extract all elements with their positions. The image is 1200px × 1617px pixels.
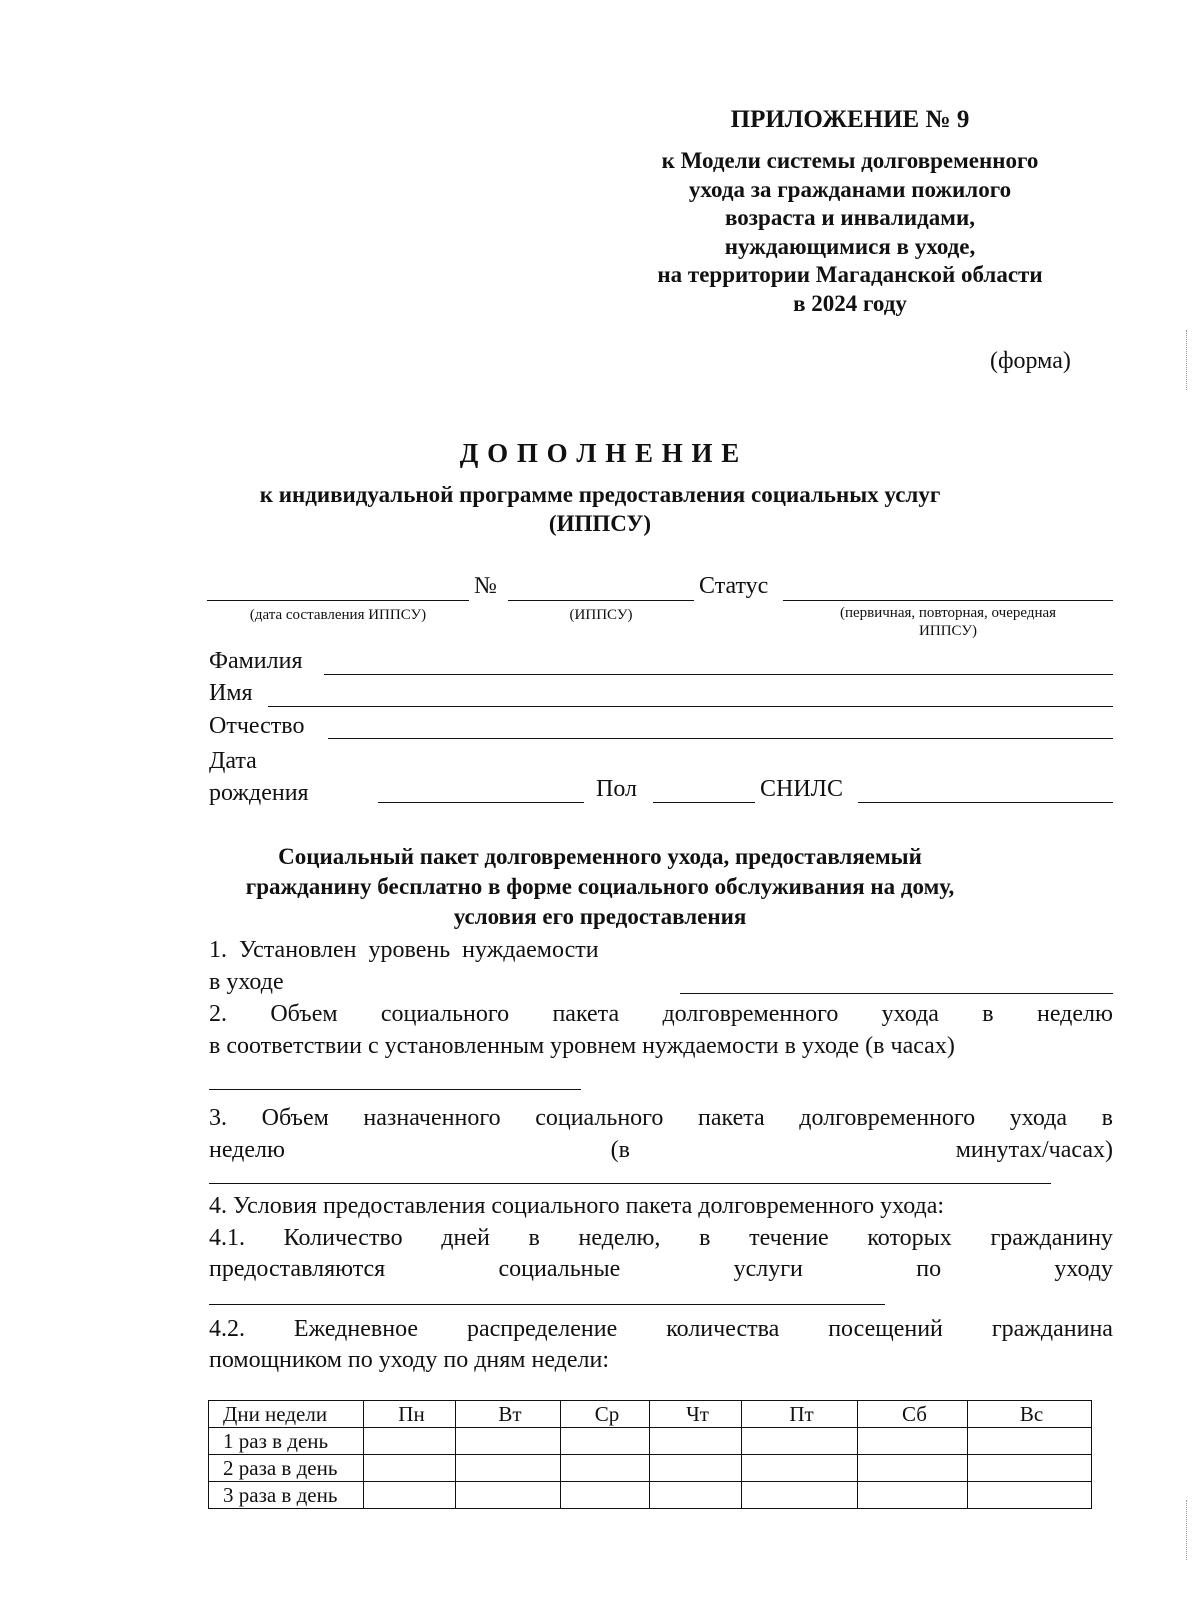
status-caption-line: ИППСУ): [919, 623, 977, 639]
table-row: [209, 1482, 1092, 1509]
visits-table: [208, 1400, 1092, 1509]
need-level-field[interactable]: [680, 993, 1113, 994]
table-cell[interactable]: [561, 1428, 650, 1455]
word: минутах/часах): [955, 1137, 1113, 1163]
word: долговременного: [799, 1105, 976, 1131]
word: социального: [380, 1001, 510, 1027]
word: ухода: [1009, 1105, 1068, 1131]
word: Объем: [261, 1105, 329, 1131]
section-title-line: гражданину бесплатно в форме социального обслуживания на дому,: [245, 874, 955, 899]
table-header-cell: Пт: [742, 1401, 858, 1428]
row-label: 3 раза в день: [209, 1482, 364, 1509]
days-per-week-field[interactable]: [209, 1304, 885, 1305]
table-cell[interactable]: [364, 1482, 456, 1509]
section-title: [0, 842, 1200, 932]
table-cell[interactable]: [858, 1455, 968, 1482]
word: гражданину: [990, 1225, 1113, 1251]
doc-subheading: к индивидуальной программе предоставления социальных услуг: [259, 482, 941, 507]
surname-label: Фамилия: [209, 648, 303, 674]
table-header-cell: Чт: [650, 1401, 742, 1428]
word: услуги: [733, 1256, 803, 1282]
item-1-text-cont: в уходе: [209, 969, 284, 995]
snils-label: СНИЛС: [760, 776, 843, 802]
word: по: [916, 1256, 942, 1282]
appendix-title: ПРИЛОЖЕНИЕ № 9: [730, 106, 970, 133]
sex-field[interactable]: [653, 802, 755, 803]
table-header-row: [209, 1401, 1092, 1428]
status-field[interactable]: [783, 600, 1113, 601]
word: посещений: [828, 1316, 943, 1342]
word: гражданина: [991, 1316, 1113, 1342]
word: 2.: [209, 1001, 227, 1027]
birth-label-line: рождения: [209, 780, 309, 806]
word: распределение: [466, 1316, 618, 1342]
table-header-cell: Сб: [858, 1401, 968, 1428]
table-cell[interactable]: [650, 1428, 742, 1455]
word: неделю,: [578, 1225, 661, 1251]
word: в: [1101, 1105, 1113, 1131]
word: дней: [441, 1225, 490, 1251]
word: в: [699, 1225, 711, 1251]
word: социальные: [498, 1256, 621, 1282]
word: предоставляются: [209, 1256, 386, 1282]
table-header-cell: Ср: [561, 1401, 650, 1428]
row-label: 2 раза в день: [209, 1455, 364, 1482]
item-2-line-2: в соответствии с установленным уровнем нуждаемости в уходе (в часах): [209, 1033, 955, 1059]
word: неделю: [209, 1137, 285, 1163]
appendix-line: нуждающимися в уходе,: [724, 233, 976, 259]
table-cell[interactable]: [364, 1455, 456, 1482]
row-label: 1 раз в день: [209, 1428, 364, 1455]
patronymic-label: Отчество: [209, 713, 305, 739]
table-cell[interactable]: [968, 1428, 1092, 1455]
table-cell[interactable]: [561, 1482, 650, 1509]
appendix-line: на территории Магаданской области: [657, 262, 1043, 287]
number-label: №: [474, 573, 497, 599]
birth-date-field[interactable]: [378, 802, 584, 803]
word: назначенного: [363, 1105, 501, 1131]
word: 4.2.: [209, 1316, 245, 1342]
date-field[interactable]: [207, 600, 469, 601]
assigned-volume-field[interactable]: [209, 1183, 1051, 1184]
word: (в: [610, 1137, 630, 1163]
word: пакета: [698, 1105, 765, 1131]
section-title-line: Социальный пакет долговременного ухода, предоставляемый: [278, 844, 922, 869]
item-2-line-1: [209, 1001, 1113, 1028]
status-caption: [783, 604, 1113, 640]
surname-field[interactable]: [324, 674, 1113, 675]
section-title-line: условия его предоставления: [453, 904, 747, 929]
scan-artifact: [1186, 1500, 1187, 1560]
date-caption: (дата составления ИППСУ): [249, 607, 427, 623]
word: социального: [535, 1105, 664, 1131]
name-field[interactable]: [268, 706, 1113, 707]
word: Количество: [283, 1225, 403, 1251]
table-cell[interactable]: [364, 1428, 456, 1455]
appendix-line: в 2024 году: [793, 290, 907, 316]
scan-artifact: [1186, 330, 1187, 390]
table-cell[interactable]: [742, 1482, 858, 1509]
patronymic-field[interactable]: [328, 738, 1113, 739]
word: неделю: [1036, 1001, 1113, 1027]
table-row: [209, 1455, 1092, 1482]
item-41-line-2: [209, 1256, 1113, 1283]
table-cell[interactable]: [968, 1482, 1092, 1509]
table-cell[interactable]: [650, 1455, 742, 1482]
word: ухода: [881, 1001, 939, 1027]
word: в: [528, 1225, 540, 1251]
word: пакета: [552, 1001, 620, 1027]
status-caption-line: (первичная, повторная, очередная: [839, 605, 1057, 621]
item-41-line-1: [209, 1225, 1113, 1252]
item-3-line-1: [209, 1105, 1113, 1132]
number-caption: (ИППСУ): [569, 607, 633, 623]
word: 3.: [209, 1105, 227, 1131]
table-cell[interactable]: [858, 1482, 968, 1509]
item-42-line-1: [209, 1316, 1113, 1343]
word: Ежедневное: [293, 1316, 419, 1342]
table-cell[interactable]: [456, 1455, 561, 1482]
table-cell[interactable]: [858, 1428, 968, 1455]
table-cell[interactable]: [561, 1455, 650, 1482]
birth-label: [209, 745, 309, 809]
table-cell[interactable]: [650, 1482, 742, 1509]
table-row: [209, 1428, 1092, 1455]
doc-heading: Д О П О Л Н Е Н И Е: [459, 438, 741, 468]
appendix-line: возраста и инвалидами,: [725, 205, 975, 230]
table-header-cell: Вс: [968, 1401, 1092, 1428]
word: которых: [867, 1225, 952, 1251]
birth-label-line: Дата: [209, 748, 257, 774]
table-cell[interactable]: [968, 1455, 1092, 1482]
form-label: (форма): [990, 348, 1071, 374]
table-cell[interactable]: [456, 1482, 561, 1509]
word: количества: [666, 1316, 780, 1342]
snils-field[interactable]: [858, 802, 1113, 803]
item-1-text: 1. Установлен уровень нуждаемости: [209, 937, 599, 963]
sex-label: Пол: [596, 776, 637, 802]
table-cell[interactable]: [742, 1428, 858, 1455]
weekly-volume-field[interactable]: [209, 1089, 581, 1090]
table-header-cell: Вт: [456, 1401, 561, 1428]
table-header-cell: Пн: [364, 1401, 456, 1428]
word: течение: [749, 1225, 829, 1251]
status-label: Статус: [699, 573, 769, 599]
word: 4.1.: [209, 1225, 245, 1251]
item-3-line-2: [209, 1137, 1113, 1164]
appendix-line: ухода за гражданами пожилого: [688, 176, 1012, 202]
table-cell[interactable]: [456, 1428, 561, 1455]
item-4-text: 4. Условия предоставления социального пакета долговременного ухода:: [209, 1193, 945, 1219]
word: уходу: [1054, 1256, 1113, 1282]
word: Объем: [270, 1001, 338, 1027]
item-42-line-2: помощником по уходу по дням недели:: [209, 1347, 610, 1373]
word: долговременного: [662, 1001, 839, 1027]
word: в: [982, 1001, 994, 1027]
number-field[interactable]: [508, 600, 694, 601]
appendix-line: к Модели системы долговременного: [661, 148, 1039, 173]
table-cell[interactable]: [742, 1455, 858, 1482]
appendix-text: [590, 147, 1110, 318]
name-label: Имя: [209, 680, 253, 706]
table-header-cell: Дни недели: [209, 1401, 364, 1428]
doc-subheading-abbr: (ИППСУ): [548, 511, 652, 536]
